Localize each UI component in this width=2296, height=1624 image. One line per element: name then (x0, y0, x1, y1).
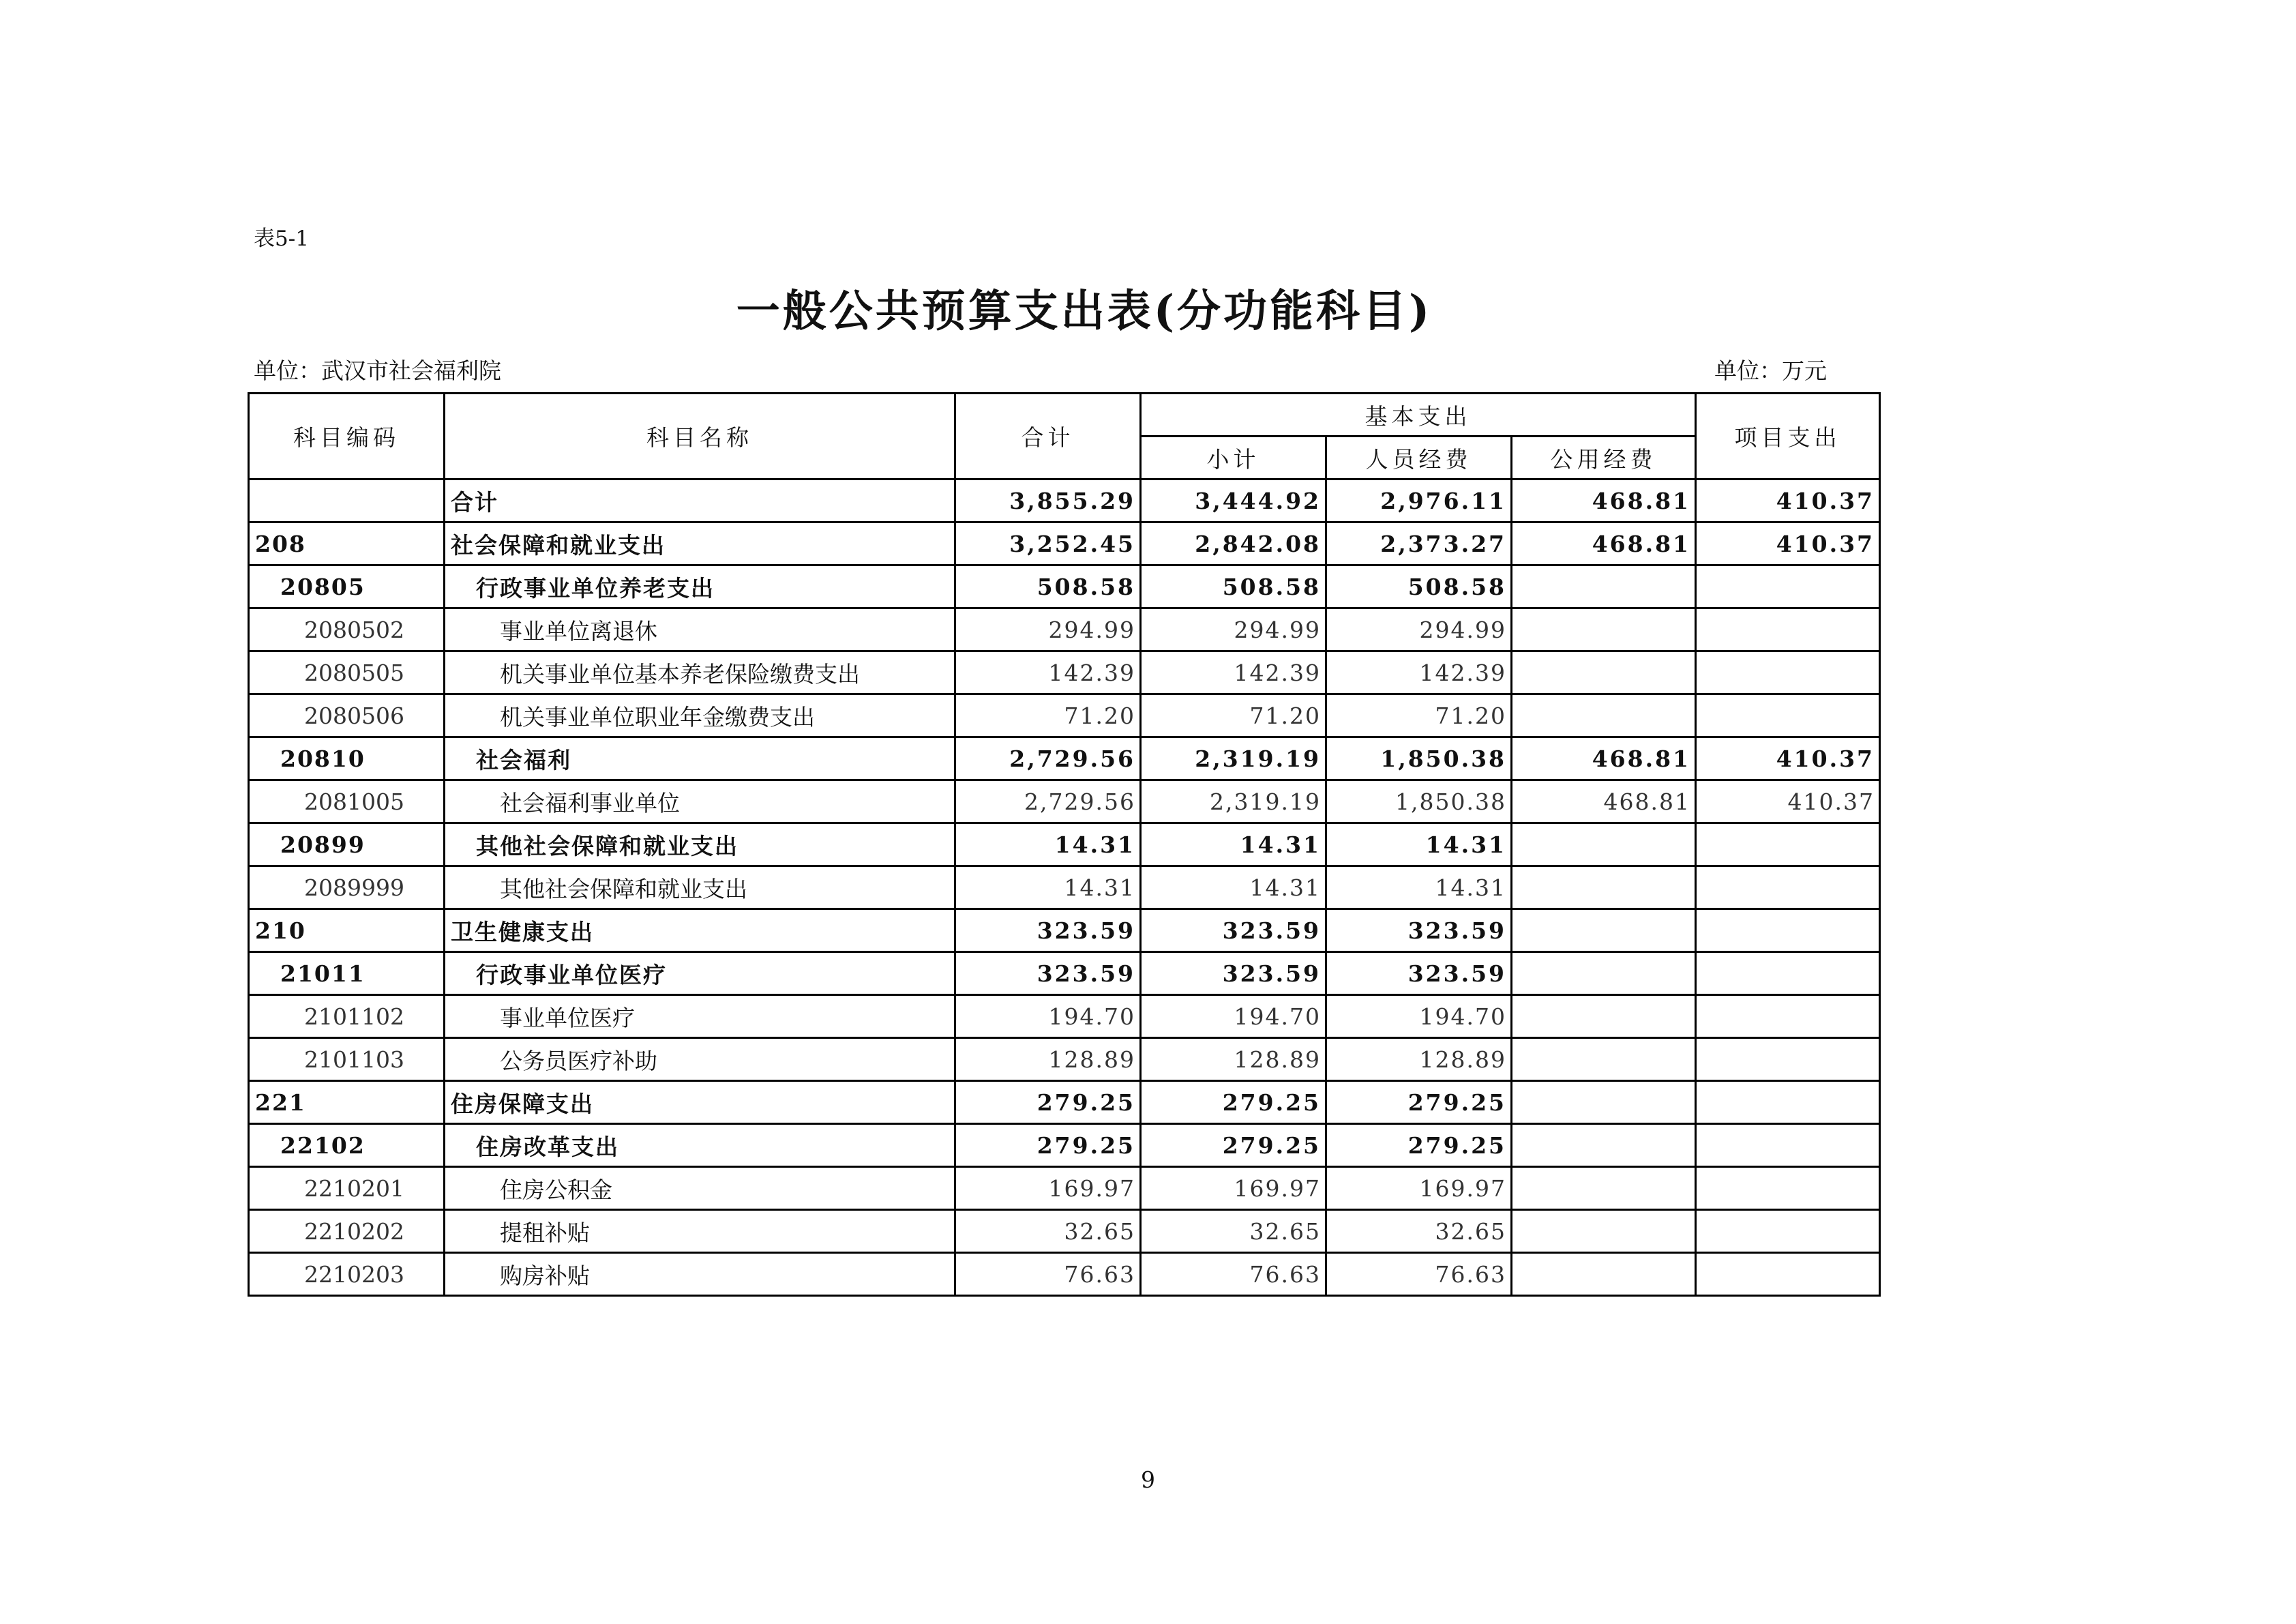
cell-code (249, 479, 445, 522)
cell-personnel: 323.59 (1326, 909, 1512, 952)
cell-name: 行政事业单位医疗 (445, 952, 955, 995)
table-row (249, 780, 1880, 823)
table-row (249, 522, 1880, 565)
cell-total: 71.20 (955, 694, 1141, 737)
cell-project (1696, 866, 1880, 909)
cell-project (1696, 1081, 1880, 1124)
cell-subtotal: 2,842.08 (1141, 522, 1326, 565)
cell-name: 事业单位医疗 (445, 995, 955, 1038)
cell-name: 行政事业单位养老支出 (445, 565, 955, 608)
cell-public (1512, 1081, 1696, 1124)
cell-personnel: 71.20 (1326, 694, 1512, 737)
cell-name: 社会保障和就业支出 (445, 522, 955, 565)
budget-table (248, 392, 1881, 1297)
cell-public (1512, 694, 1696, 737)
table-row (249, 737, 1880, 780)
cell-subtotal: 194.70 (1141, 995, 1326, 1038)
cell-total: 142.39 (955, 651, 1141, 694)
cell-total: 32.65 (955, 1210, 1141, 1253)
cell-code: 2101103 (249, 1038, 445, 1081)
cell-code: 2101102 (249, 995, 445, 1038)
cell-code: 20810 (249, 737, 445, 780)
table-row (249, 565, 1880, 608)
table-row (249, 608, 1880, 651)
cell-public (1512, 866, 1696, 909)
cell-project (1696, 1167, 1880, 1210)
header-subtotal: 小计 (1141, 437, 1326, 479)
cell-code: 22102 (249, 1124, 445, 1167)
cell-public (1512, 995, 1696, 1038)
cell-personnel: 194.70 (1326, 995, 1512, 1038)
header-basic: 基本支出 (1141, 394, 1696, 437)
header-name: 科目名称 (445, 394, 955, 479)
cell-name: 住房公积金 (445, 1167, 955, 1210)
cell-project: 410.37 (1696, 737, 1880, 780)
cell-personnel: 2,976.11 (1326, 479, 1512, 522)
cell-personnel: 279.25 (1326, 1081, 1512, 1124)
page-title: 一般公共预算支出表(分功能科目) (736, 286, 1433, 337)
cell-personnel: 2,373.27 (1326, 522, 1512, 565)
cell-subtotal: 323.59 (1141, 952, 1326, 995)
cell-total: 194.70 (955, 995, 1141, 1038)
table-row (249, 694, 1880, 737)
cell-name: 提租补贴 (445, 1210, 955, 1253)
cell-public (1512, 952, 1696, 995)
header-project: 项目支出 (1696, 394, 1880, 479)
cell-name: 其他社会保障和就业支出 (445, 866, 955, 909)
cell-project: 410.37 (1696, 780, 1880, 823)
cell-project: 410.37 (1696, 522, 1880, 565)
cell-project (1696, 995, 1880, 1038)
cell-public (1512, 1124, 1696, 1167)
table-row (249, 909, 1880, 952)
cell-name: 社会福利事业单位 (445, 780, 955, 823)
cell-name: 其他社会保障和就业支出 (445, 823, 955, 866)
cell-public: 468.81 (1512, 522, 1696, 565)
cell-total: 3,252.45 (955, 522, 1141, 565)
cell-project (1696, 608, 1880, 651)
cell-subtotal: 14.31 (1141, 866, 1326, 909)
cell-code: 20805 (249, 565, 445, 608)
cell-code: 208 (249, 522, 445, 565)
cell-subtotal: 128.89 (1141, 1038, 1326, 1081)
cell-public (1512, 909, 1696, 952)
cell-personnel: 1,850.38 (1326, 780, 1512, 823)
cell-project (1696, 909, 1880, 952)
cell-code: 20899 (249, 823, 445, 866)
cell-personnel: 508.58 (1326, 565, 1512, 608)
cell-personnel: 14.31 (1326, 866, 1512, 909)
cell-subtotal: 76.63 (1141, 1253, 1326, 1296)
cell-code: 2081005 (249, 780, 445, 823)
table-row (249, 1124, 1880, 1167)
cell-name: 事业单位离退休 (445, 608, 955, 651)
cell-personnel: 142.39 (1326, 651, 1512, 694)
cell-total: 2,729.56 (955, 780, 1141, 823)
cell-project (1696, 694, 1880, 737)
cell-public: 468.81 (1512, 737, 1696, 780)
cell-personnel: 279.25 (1326, 1124, 1512, 1167)
cell-personnel: 128.89 (1326, 1038, 1512, 1081)
cell-personnel: 32.65 (1326, 1210, 1512, 1253)
cell-code: 2080502 (249, 608, 445, 651)
header-personnel: 人员经费 (1326, 437, 1512, 479)
cell-code: 2210202 (249, 1210, 445, 1253)
cell-total: 76.63 (955, 1253, 1141, 1296)
table-body (249, 479, 1880, 1296)
cell-name: 合计 (445, 479, 955, 522)
cell-subtotal: 279.25 (1141, 1081, 1326, 1124)
cell-subtotal: 71.20 (1141, 694, 1326, 737)
cell-subtotal: 323.59 (1141, 909, 1326, 952)
cell-public: 468.81 (1512, 780, 1696, 823)
cell-code: 210 (249, 909, 445, 952)
cell-project (1696, 1210, 1880, 1253)
cell-personnel: 323.59 (1326, 952, 1512, 995)
cell-total: 323.59 (955, 909, 1141, 952)
cell-public (1512, 608, 1696, 651)
unit-organization: 单位：武汉市社会福利院 (254, 357, 501, 384)
table-row (249, 479, 1880, 522)
cell-subtotal: 294.99 (1141, 608, 1326, 651)
unit-currency: 单位：万元 (1714, 357, 1827, 384)
table-row (249, 1038, 1880, 1081)
table-row (249, 1167, 1880, 1210)
cell-subtotal: 142.39 (1141, 651, 1326, 694)
header-code: 科目编码 (249, 394, 445, 479)
cell-subtotal: 2,319.19 (1141, 780, 1326, 823)
cell-total: 279.25 (955, 1124, 1141, 1167)
cell-subtotal: 32.65 (1141, 1210, 1326, 1253)
cell-project (1696, 651, 1880, 694)
cell-subtotal: 169.97 (1141, 1167, 1326, 1210)
cell-total: 279.25 (955, 1081, 1141, 1124)
cell-public (1512, 1038, 1696, 1081)
cell-public (1512, 1253, 1696, 1296)
table-number: 表5-1 (254, 226, 309, 251)
cell-personnel: 1,850.38 (1326, 737, 1512, 780)
cell-code: 2210201 (249, 1167, 445, 1210)
cell-public: 468.81 (1512, 479, 1696, 522)
cell-subtotal: 3,444.92 (1141, 479, 1326, 522)
cell-name: 住房改革支出 (445, 1124, 955, 1167)
cell-personnel: 14.31 (1326, 823, 1512, 866)
cell-total: 508.58 (955, 565, 1141, 608)
cell-name: 社会福利 (445, 737, 955, 780)
cell-project: 410.37 (1696, 479, 1880, 522)
cell-code: 2210203 (249, 1253, 445, 1296)
header-public: 公用经费 (1512, 437, 1696, 479)
cell-subtotal: 279.25 (1141, 1124, 1326, 1167)
table-row (249, 1081, 1880, 1124)
cell-public (1512, 1167, 1696, 1210)
table-row (249, 1210, 1880, 1253)
table-row (249, 1253, 1880, 1296)
cell-code: 21011 (249, 952, 445, 995)
cell-name: 公务员医疗补助 (445, 1038, 955, 1081)
cell-code: 2089999 (249, 866, 445, 909)
cell-subtotal: 508.58 (1141, 565, 1326, 608)
cell-public (1512, 823, 1696, 866)
cell-total: 2,729.56 (955, 737, 1141, 780)
cell-subtotal: 14.31 (1141, 823, 1326, 866)
cell-total: 323.59 (955, 952, 1141, 995)
cell-total: 3,855.29 (955, 479, 1141, 522)
cell-public (1512, 565, 1696, 608)
table-row (249, 651, 1880, 694)
cell-project (1696, 1124, 1880, 1167)
cell-project (1696, 823, 1880, 866)
cell-subtotal: 2,319.19 (1141, 737, 1326, 780)
cell-public (1512, 651, 1696, 694)
cell-name: 卫生健康支出 (445, 909, 955, 952)
cell-code: 221 (249, 1081, 445, 1124)
table-row (249, 866, 1880, 909)
cell-personnel: 294.99 (1326, 608, 1512, 651)
cell-public (1512, 1210, 1696, 1253)
table-row (249, 995, 1880, 1038)
cell-total: 14.31 (955, 866, 1141, 909)
cell-personnel: 76.63 (1326, 1253, 1512, 1296)
table-row (249, 823, 1880, 866)
cell-code: 2080505 (249, 651, 445, 694)
cell-code: 2080506 (249, 694, 445, 737)
cell-total: 294.99 (955, 608, 1141, 651)
cell-name: 机关事业单位职业年金缴费支出 (445, 694, 955, 737)
cell-total: 169.97 (955, 1167, 1141, 1210)
cell-name: 住房保障支出 (445, 1081, 955, 1124)
cell-personnel: 169.97 (1326, 1167, 1512, 1210)
header-total: 合计 (955, 394, 1141, 479)
page-number: 9 (1141, 1466, 1155, 1493)
cell-project (1696, 565, 1880, 608)
cell-project (1696, 1038, 1880, 1081)
table-row (249, 952, 1880, 995)
cell-name: 购房补贴 (445, 1253, 955, 1296)
cell-project (1696, 1253, 1880, 1296)
cell-total: 14.31 (955, 823, 1141, 866)
cell-project (1696, 952, 1880, 995)
cell-total: 128.89 (955, 1038, 1141, 1081)
cell-name: 机关事业单位基本养老保险缴费支出 (445, 651, 955, 694)
